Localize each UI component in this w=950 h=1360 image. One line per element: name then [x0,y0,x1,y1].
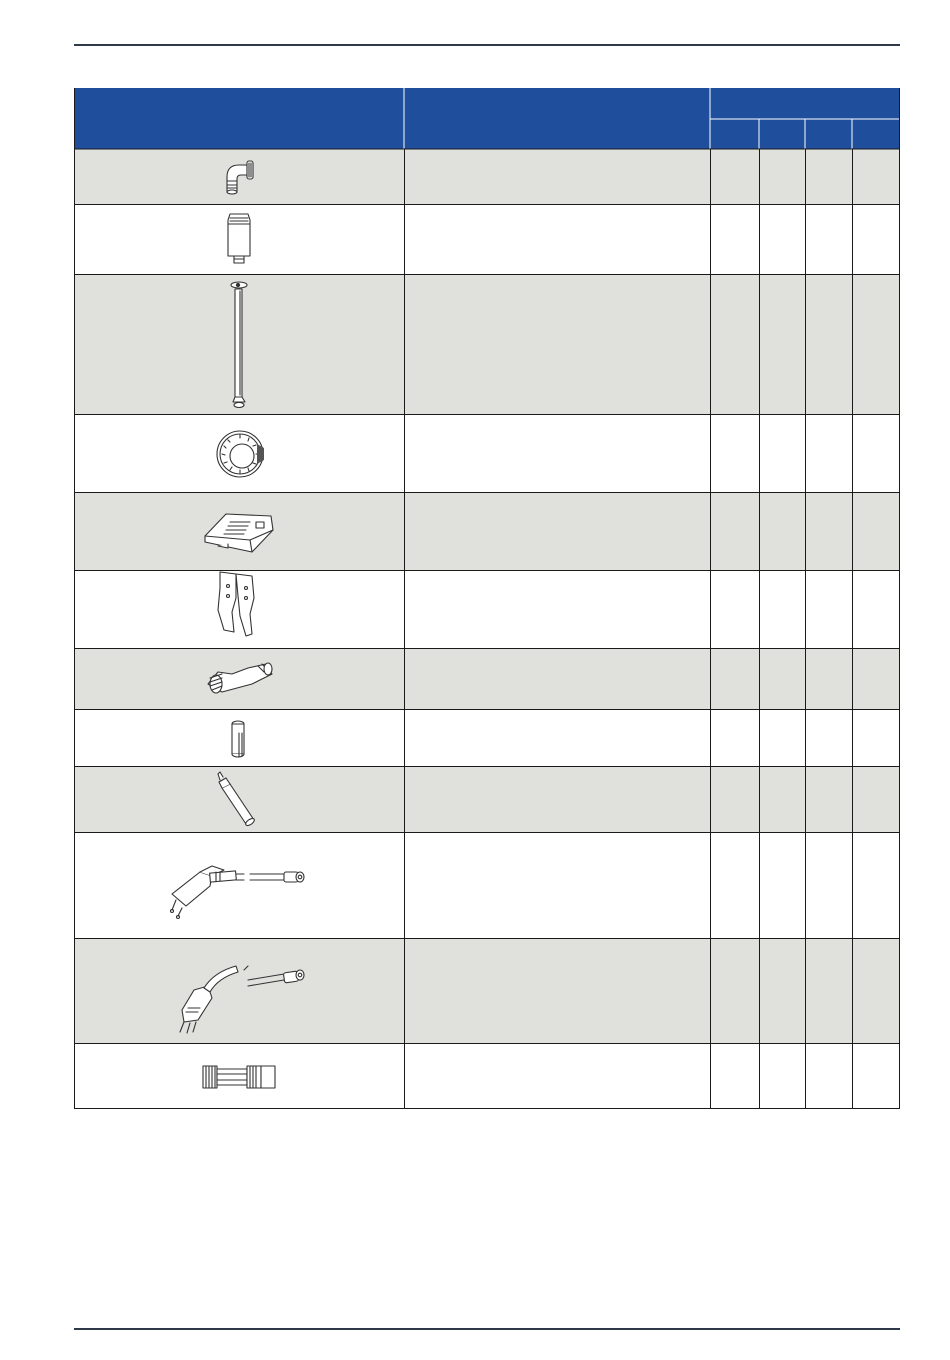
hose-coupling-icon [203,1066,275,1088]
table-row [74,492,900,570]
parts-table-drawing [74,88,900,1109]
parts-table [74,88,900,1109]
knurled-nut-icon [217,431,264,477]
footer-rule [74,1328,900,1330]
header-rule [74,44,900,46]
table-row [74,149,900,204]
table-row [74,648,900,709]
table-row [74,274,900,414]
spring-clip-icon [218,572,254,636]
slotted-sleeve-icon [232,721,244,757]
table-row [74,766,900,832]
row-shading [74,149,900,1043]
schuko-power-cable-icon [171,866,305,919]
filter-sleeve-icon [228,214,250,263]
